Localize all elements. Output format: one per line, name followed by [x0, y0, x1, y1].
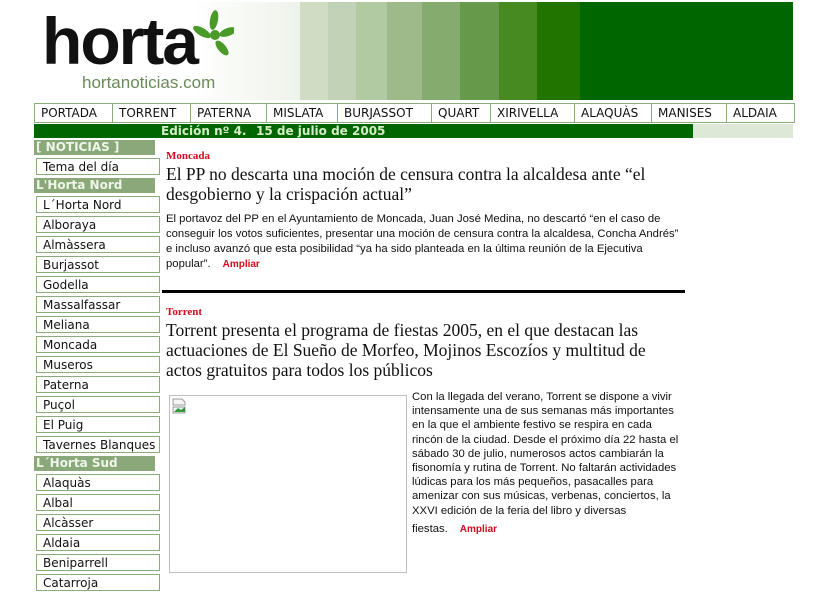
banner-stripe [328, 2, 356, 100]
banner-stripe [499, 2, 537, 100]
banner-stripe [387, 2, 422, 100]
sidebar-item-museros[interactable]: Museros [36, 356, 160, 373]
logo-wordmark: horta [42, 4, 197, 78]
nav-item-paterna[interactable]: PATERNA [191, 104, 267, 122]
sidebar-header-horta-sud: L´Horta Sud [34, 456, 155, 471]
sidebar-item-massalfassar[interactable]: Massalfassar [36, 296, 160, 313]
nav-item-xirivella[interactable]: XIRIVELLA [491, 104, 575, 122]
sidebar-item-godella[interactable]: Godella [36, 276, 160, 293]
sidebar-item-beniparrell[interactable]: Beniparrell [36, 554, 160, 571]
banner-stripe [300, 2, 328, 100]
sidebar-item-alboraya[interactable]: Alboraya [36, 216, 160, 233]
edition-bar [34, 124, 693, 138]
sidebar-item-pucol[interactable]: Puçol [36, 396, 160, 413]
article-headline[interactable]: Torrent presenta el programa de fiestas 2005, en el que destacan las actuaciones de El Sueño de Morfeo, Mojinos Escozíos y multitud de actos gratuitos para todos los públicos [166, 320, 646, 380]
sidebar-item-paterna[interactable]: Paterna [36, 376, 160, 393]
sidebar-item-catarroja[interactable]: Catarroja [36, 574, 160, 591]
top-nav [34, 103, 795, 123]
article-torrent [166, 306, 686, 535]
edition-bar-tail [693, 124, 793, 138]
sidebar-header-noticias: [ NOTICIAS ] [34, 140, 155, 155]
nav-item-portada[interactable]: PORTADA [35, 104, 113, 122]
banner-stripes [300, 2, 793, 100]
sidebar-item-almassera[interactable]: Almàssera [36, 236, 160, 253]
article-moncada [166, 150, 686, 272]
article-headline[interactable]: El PP no descarta una moción de censura contra la alcaldesa ante “el desgobierno y la crispación actual” [166, 164, 646, 204]
banner-stripe [422, 2, 460, 100]
ampliar-link[interactable]: Ampliar [459, 523, 498, 535]
article-divider [162, 290, 685, 293]
article-summary [166, 212, 686, 272]
sidebar-item-tema-del-dia[interactable]: Tema del día [36, 158, 160, 175]
sidebar-item-moncada[interactable]: Moncada [36, 336, 160, 353]
banner-stripe [537, 2, 580, 100]
article-section-tag[interactable]: Torrent [166, 306, 203, 318]
article-summary-tail-line [412, 522, 684, 537]
sidebar-item-meliana[interactable]: Meliana [36, 316, 160, 333]
edition-number: Edición nº 4. [161, 124, 247, 138]
sidebar-item-el-puig[interactable]: El Puig [36, 416, 160, 433]
banner-stripe [460, 2, 499, 100]
sprout-star-icon [184, 10, 234, 60]
logo[interactable] [34, 2, 300, 100]
nav-item-aldaia[interactable]: ALDAIA [733, 106, 777, 120]
nav-item-burjassot[interactable]: BURJASSOT [338, 104, 432, 122]
banner-stripe [580, 2, 793, 100]
sidebar [34, 140, 160, 594]
article-summary-text: Con la llegada del verano, Torrent se dispone a vivir intensamente una de sus semanas más importantes en la que el ambiente festivo se respira en cada rincón de la ciudad. Desde el próximo día 22 hasta el sábado 30 de julio, numerosos actos cambiarán la fisonomía y rutina de Torrent. No faltarán actividades lúdicas para los más pequeños, pasacalles para amenizar con sus músicas, verbenas, conciertos, la XXVI edición de la feria del libro y diversas [412, 391, 679, 517]
nav-item-torrent[interactable]: TORRENT [113, 104, 191, 122]
sidebar-item-alcasser[interactable]: Alcàsser [36, 514, 160, 531]
sidebar-item-aldaia[interactable]: Aldaia [36, 534, 160, 551]
header-banner [34, 2, 793, 100]
sidebar-item-horta-nord[interactable]: L´Horta Nord [36, 196, 160, 213]
article-summary-text: El portavoz del PP en el Ayuntamiento de Moncada, Juan José Medina, no descartó “en el caso de conseguir los votos suficientes, presentar una moción de censura contra la alcaldesa, Concha Andrés” e incluso avanzó que esta posibilidad “ya ha sido planteada en la última reunión de la Ejecutiva popular”. [166, 213, 679, 270]
article-image[interactable] [169, 395, 407, 573]
sidebar-item-burjassot[interactable]: Burjassot [36, 256, 160, 273]
banner-stripe [356, 2, 387, 100]
sidebar-header-horta-nord: L'Horta Nord [34, 178, 155, 193]
broken-image-icon [172, 398, 188, 414]
article-summary [412, 390, 684, 537]
logo-domain: hortanoticias.com [82, 73, 216, 92]
sidebar-item-albal[interactable]: Albal [36, 494, 160, 511]
ampliar-link[interactable]: Ampliar [222, 259, 260, 270]
edition-date: 15 de julio de 2005 [256, 124, 386, 138]
sidebar-item-tavernes-blanques[interactable]: Tavernes Blanques [36, 436, 160, 453]
nav-item-quart[interactable]: QUART [432, 104, 491, 122]
article-section-tag[interactable]: Moncada [166, 150, 210, 162]
article-summary-tail: fiestas. [412, 522, 448, 535]
nav-item-mislata[interactable]: MISLATA [267, 104, 338, 122]
sidebar-item-alaquas[interactable]: Alaquàs [36, 474, 160, 491]
nav-item-alaquas[interactable]: ALAQUÀS [575, 104, 652, 122]
nav-item-manises[interactable]: MANISES [652, 104, 727, 122]
